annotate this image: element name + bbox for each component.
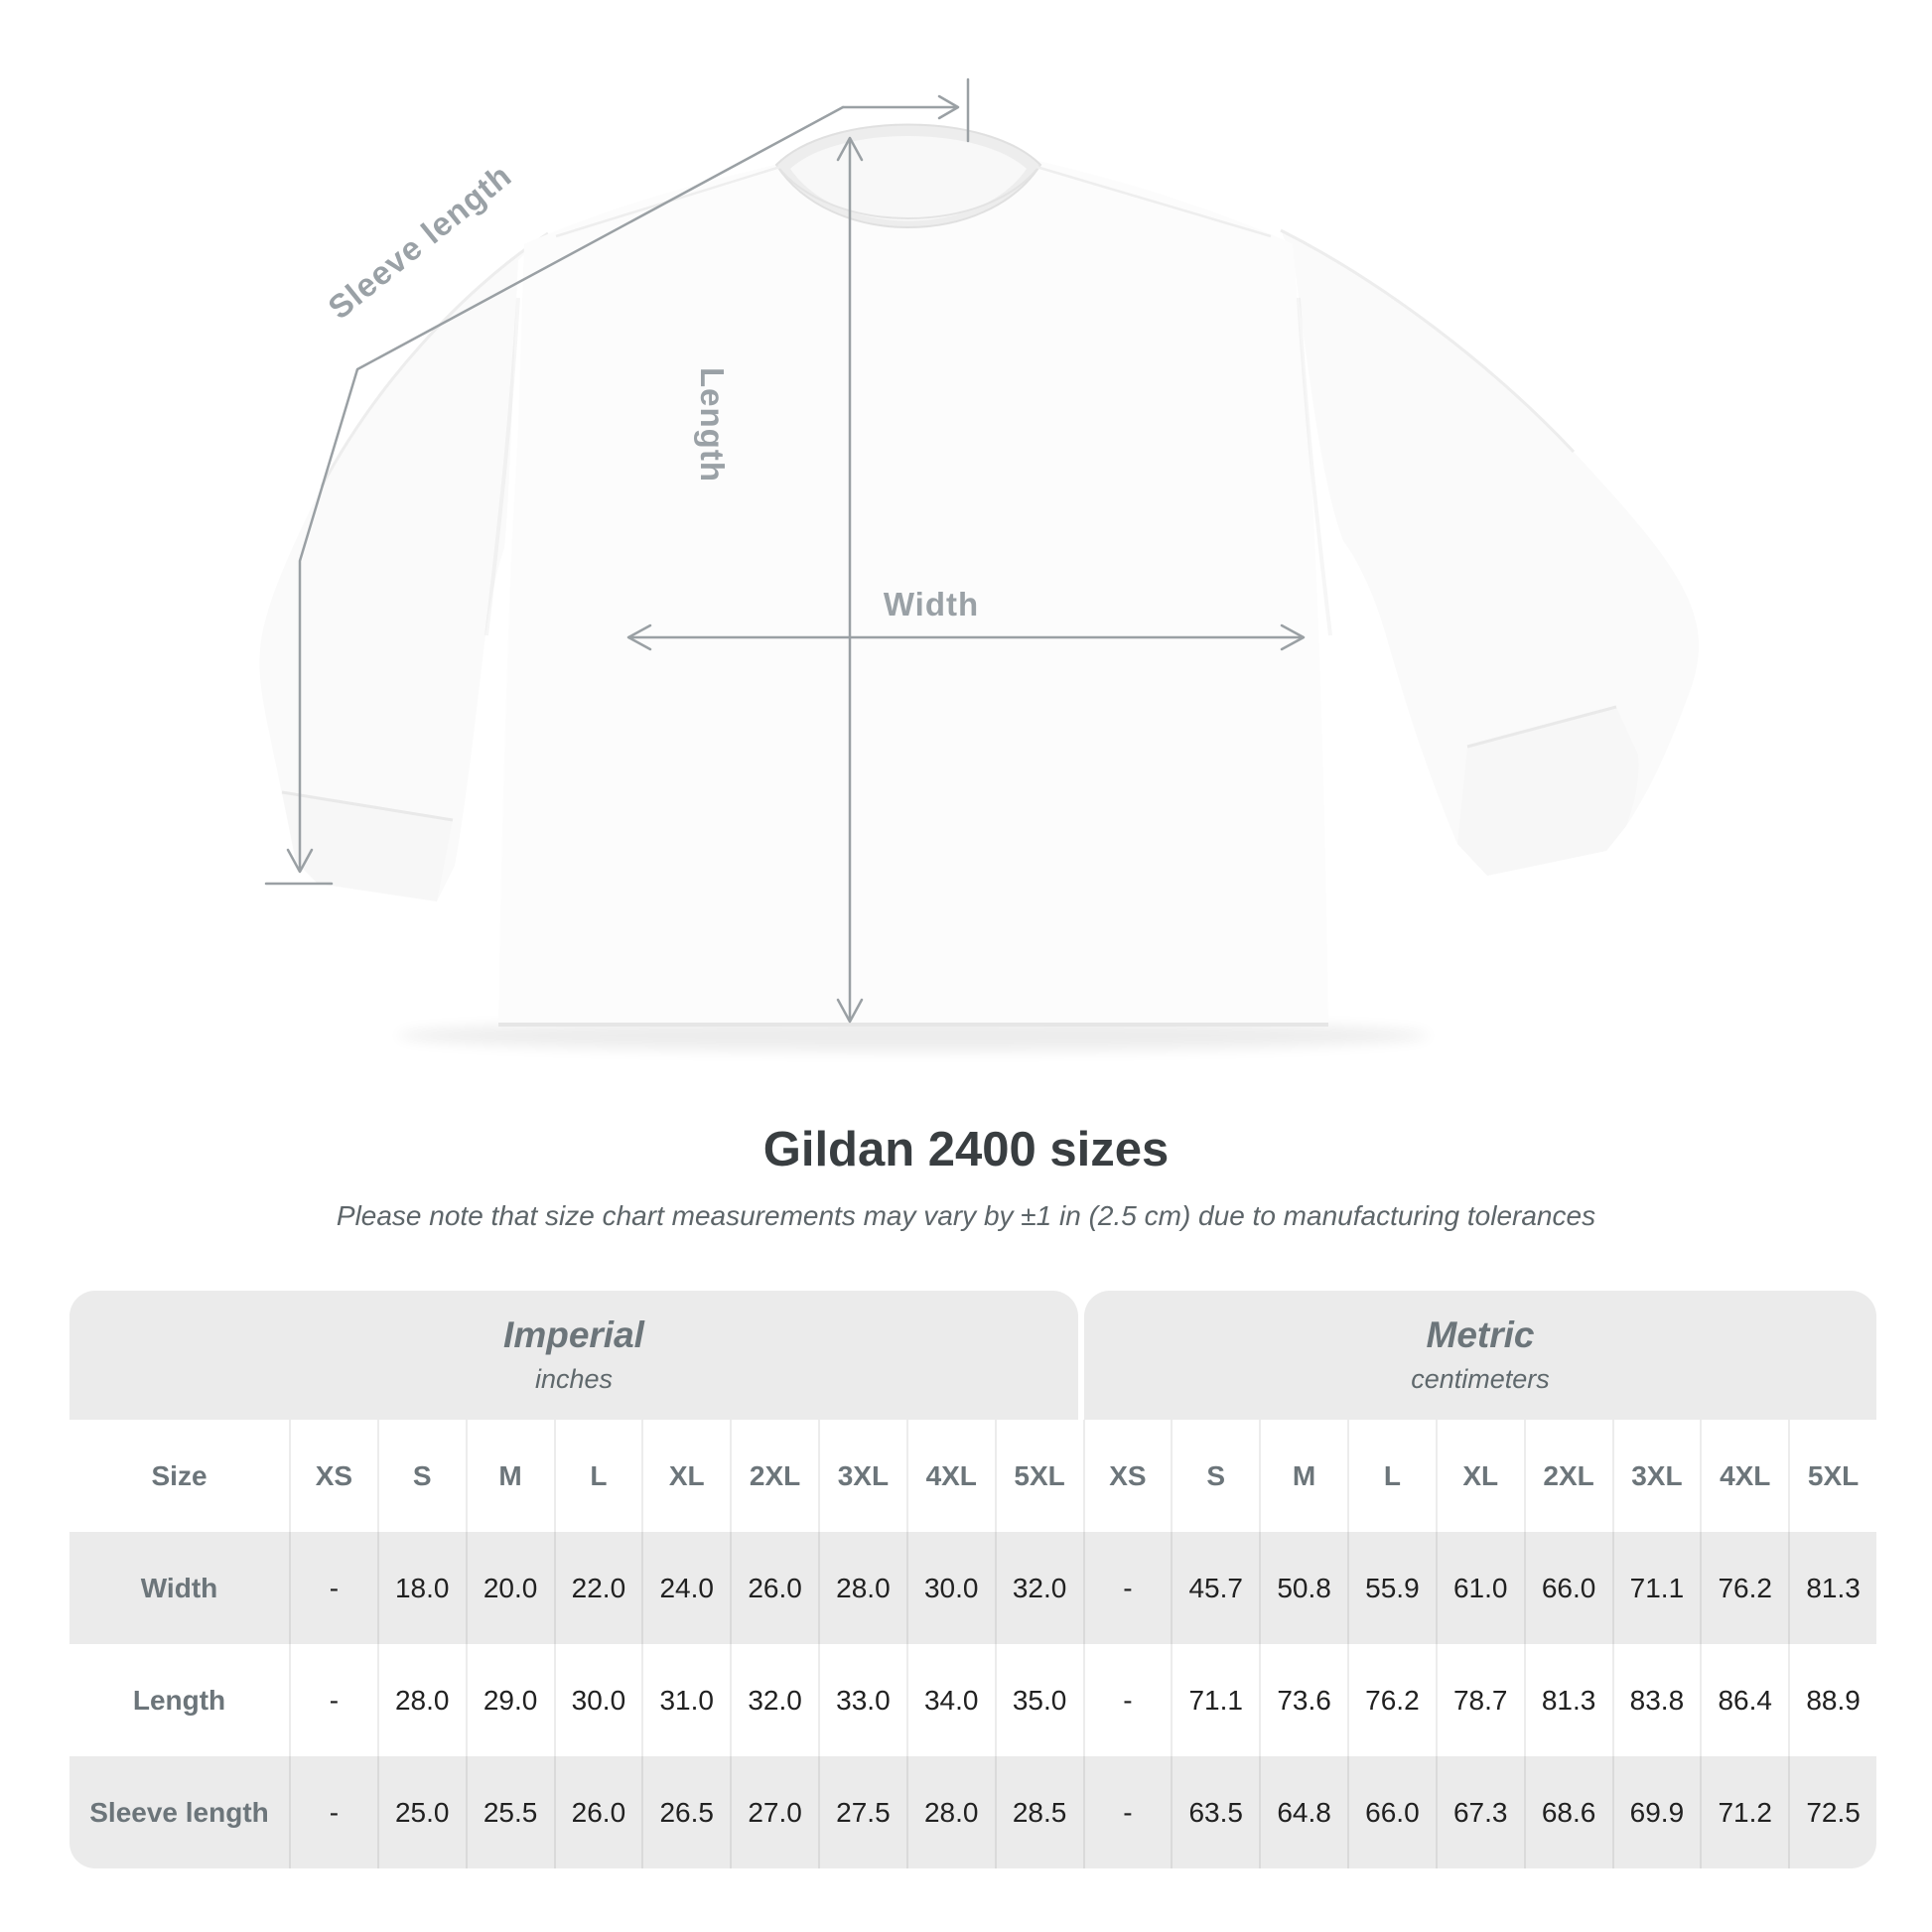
value-cell: 78.7: [1436, 1644, 1524, 1756]
value-cell: 22.0: [554, 1532, 642, 1644]
value-cell: 35.0: [995, 1644, 1083, 1756]
value-cell: -: [289, 1756, 377, 1868]
value-cell: 30.0: [906, 1532, 995, 1644]
row-label: Width: [140, 1572, 218, 1603]
value-cell: 86.4: [1700, 1644, 1788, 1756]
imperial-title: Imperial: [503, 1313, 644, 1355]
size-col: XS: [1083, 1420, 1172, 1532]
value-cell: 33.0: [818, 1644, 906, 1756]
value-cell: 27.0: [730, 1756, 818, 1868]
size-col: L: [1347, 1420, 1436, 1532]
value-cell: 61.0: [1436, 1532, 1524, 1644]
page-subtitle: Please note that size chart measurements may vary by ±1 in (2.5 cm) due to manufacturing tolerances: [336, 1200, 1596, 1231]
value-cell: 27.5: [818, 1756, 906, 1868]
sleeve-length-label: Sleeve length: [321, 156, 519, 327]
unit-band: [69, 1291, 1876, 1420]
table-row-width: [69, 1532, 1876, 1644]
size-col: 4XL: [906, 1420, 995, 1532]
value-cell: 71.2: [1700, 1756, 1788, 1868]
size-col: M: [1259, 1420, 1347, 1532]
size-col: XL: [1436, 1420, 1524, 1532]
imperial-unit: inches: [534, 1364, 614, 1395]
value-cell: 81.3: [1788, 1532, 1876, 1644]
value-cell: 76.2: [1700, 1532, 1788, 1644]
value-cell: 66.0: [1524, 1532, 1612, 1644]
value-cell: 31.0: [641, 1644, 730, 1756]
value-cell: 28.5: [995, 1756, 1083, 1868]
value-cell: 45.7: [1171, 1532, 1259, 1644]
value-cell: 67.3: [1436, 1756, 1524, 1868]
value-cell: 28.0: [377, 1644, 466, 1756]
size-table: [69, 1291, 1876, 1868]
value-cell: 64.8: [1259, 1756, 1347, 1868]
value-cell: 29.0: [466, 1644, 554, 1756]
value-cell: 25.0: [377, 1756, 466, 1868]
value-cell: 55.9: [1347, 1532, 1436, 1644]
size-col: XS: [289, 1420, 377, 1532]
value-cell: 18.0: [377, 1532, 466, 1644]
row-label: Length: [132, 1684, 226, 1716]
size-col: S: [377, 1420, 466, 1532]
metric-unit: centimeters: [1411, 1364, 1550, 1395]
imperial-header: [69, 1291, 1078, 1420]
size-col: L: [554, 1420, 642, 1532]
value-cell: 32.0: [730, 1644, 818, 1756]
value-cell: 73.6: [1259, 1644, 1347, 1756]
size-col: 5XL: [995, 1420, 1083, 1532]
value-cell: 32.0: [995, 1532, 1083, 1644]
value-cell: 24.0: [641, 1532, 730, 1644]
value-cell: 66.0: [1347, 1756, 1436, 1868]
value-cell: 83.8: [1612, 1644, 1701, 1756]
value-cell: 68.6: [1524, 1756, 1612, 1868]
value-cell: 81.3: [1524, 1644, 1612, 1756]
length-label: Length: [694, 367, 731, 483]
value-cell: 34.0: [906, 1644, 995, 1756]
size-col: XL: [641, 1420, 730, 1532]
value-cell: 28.0: [906, 1756, 995, 1868]
value-cell: 26.5: [641, 1756, 730, 1868]
page-title: Gildan 2400 sizes: [762, 1123, 1170, 1176]
shirt-right-sleeve: [1281, 230, 1699, 876]
value-cell: 71.1: [1171, 1644, 1259, 1756]
value-cell: 28.0: [818, 1532, 906, 1644]
size-col: 5XL: [1788, 1420, 1876, 1532]
table-row-length: [69, 1644, 1876, 1756]
size-col: M: [466, 1420, 554, 1532]
value-cell: 76.2: [1347, 1644, 1436, 1756]
value-cell: 50.8: [1259, 1532, 1347, 1644]
size-col: 2XL: [1524, 1420, 1612, 1532]
row-label: Sleeve length: [89, 1796, 269, 1828]
width-label: Width: [883, 586, 980, 622]
size-col: 3XL: [1612, 1420, 1701, 1532]
value-cell: 71.1: [1612, 1532, 1701, 1644]
value-cell: 26.0: [730, 1532, 818, 1644]
value-cell: -: [289, 1532, 377, 1644]
value-cell: 20.0: [466, 1532, 554, 1644]
value-cell: 30.0: [554, 1644, 642, 1756]
value-cell: 88.9: [1788, 1644, 1876, 1756]
metric-title: Metric: [1426, 1313, 1535, 1355]
value-cell: 69.9: [1612, 1756, 1701, 1868]
value-cell: -: [1083, 1644, 1172, 1756]
table-row-sleeve-length: [69, 1756, 1876, 1868]
size-col: 3XL: [818, 1420, 906, 1532]
value-cell: -: [1083, 1756, 1172, 1868]
metric-header: [1084, 1291, 1876, 1420]
size-header-label: Size: [151, 1459, 207, 1491]
size-header-row: [69, 1420, 1876, 1532]
value-cell: 72.5: [1788, 1756, 1876, 1868]
value-cell: -: [289, 1644, 377, 1756]
size-col: 4XL: [1700, 1420, 1788, 1532]
size-col: 2XL: [730, 1420, 818, 1532]
value-cell: 25.5: [466, 1756, 554, 1868]
shirt-body: [486, 135, 1330, 1025]
value-cell: 63.5: [1171, 1756, 1259, 1868]
size-col: S: [1171, 1420, 1259, 1532]
value-cell: 26.0: [554, 1756, 642, 1868]
value-cell: -: [1083, 1532, 1172, 1644]
